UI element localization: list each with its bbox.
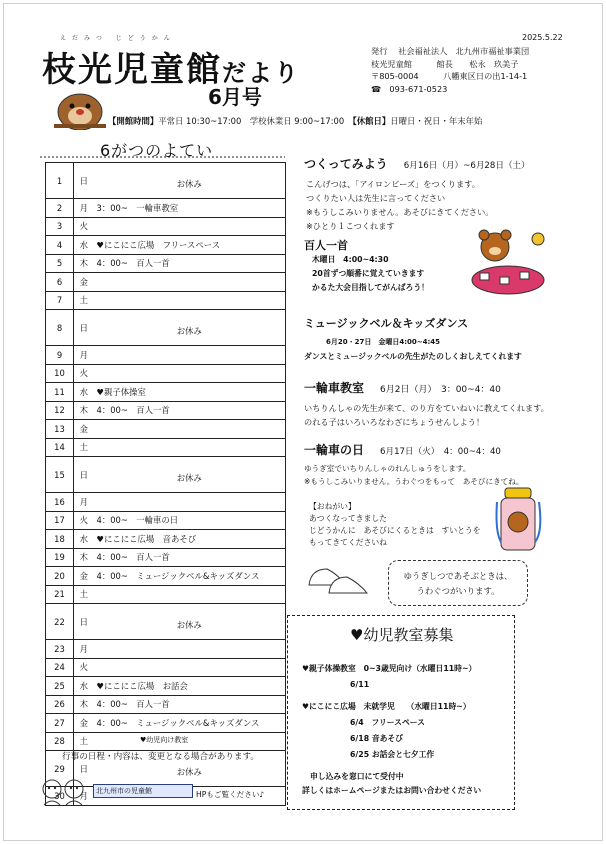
- table-row: [46, 346, 286, 365]
- day-of-week: 日: [74, 163, 94, 199]
- table-row: [46, 199, 286, 218]
- event-label: ♥にこにこ広場 音あそび: [96, 533, 197, 544]
- notice-line: じどうかんに あそびにくるときは すいとうを: [309, 526, 481, 535]
- day-number: 13: [46, 420, 74, 439]
- day-number: 15: [46, 457, 74, 493]
- table-row: [46, 604, 286, 640]
- day-of-week: 土: [74, 438, 94, 457]
- ichirinday-line: ※もうしこみいりません。うわぐつをもって あそびにきてね。: [304, 477, 524, 486]
- day-number: 3: [46, 217, 74, 236]
- day-event-cell: [94, 677, 286, 696]
- day-event-cell: [94, 732, 286, 751]
- hyakunin-title: 百人一首: [304, 239, 348, 252]
- table-row: [46, 273, 286, 292]
- table-row: [46, 217, 286, 236]
- table-row: [46, 401, 286, 420]
- day-event-cell: [94, 658, 286, 677]
- ichirin-line: いちりんしゃの先生が来て、のり方をていねいに教えてくれます。: [304, 403, 549, 413]
- day-number: 10: [46, 364, 74, 383]
- day-event-cell: [94, 420, 286, 439]
- hp-badge[interactable]: 北九州市の児童館: [93, 784, 193, 798]
- event-label: 4：00~ ミュージックベル&キッズダンス: [96, 717, 260, 728]
- day-event-cell: [94, 695, 286, 714]
- day-number: 9: [46, 346, 74, 365]
- day-number: 8: [46, 310, 74, 346]
- day-of-week: 水: [74, 677, 94, 696]
- table-row: [46, 567, 286, 586]
- day-number: 24: [46, 658, 74, 677]
- ichirin-title: 一輪車教室: [304, 381, 365, 395]
- indoor-shoes-illustration: [305, 555, 375, 600]
- table-row: [46, 236, 286, 255]
- day-of-week: 日: [74, 310, 94, 346]
- children-illustration: [38, 775, 90, 807]
- day-of-week: 月: [74, 346, 94, 365]
- opening-hours: [108, 115, 482, 127]
- day-number: 12: [46, 401, 74, 420]
- day-number: 2: [46, 199, 74, 218]
- table-row: [46, 291, 286, 310]
- bubble-line: ゆうぎしつであそぶときは、: [403, 571, 513, 581]
- ichirin-line: のれる子はいろいろなわざにちょうせんしよう！: [304, 417, 485, 427]
- hyakunin-time: 木曜日 4:00~4:30: [312, 255, 389, 264]
- notice-line: 【おねがい】: [309, 502, 356, 511]
- day-event-cell: [94, 548, 286, 567]
- day-of-week: 火: [74, 658, 94, 677]
- day-number: 26: [46, 695, 74, 714]
- day-event-cell: [94, 236, 286, 255]
- day-number: 17: [46, 511, 74, 530]
- day-of-week: 金: [74, 567, 94, 586]
- recruit-line: 6/18 音あそび: [350, 734, 404, 743]
- day-of-week: 月: [74, 493, 94, 512]
- day-of-week: 日: [74, 457, 94, 493]
- hyakunin-line: かるた大会目指してがんばろう！: [312, 283, 429, 292]
- event-label: ♥親子体操室: [96, 386, 146, 397]
- closed-label: お休み: [176, 472, 202, 483]
- day-number: 29: [46, 751, 74, 787]
- table-row: [46, 457, 286, 493]
- music-date: 6月20・27日 金曜日4:00~4:45: [326, 338, 441, 346]
- day-of-week: 火: [74, 511, 94, 530]
- closed-day-label: 【休館日】: [352, 116, 391, 126]
- recruit-line: 申し込みを窓口にて受付中: [310, 772, 404, 781]
- day-of-week: 土: [74, 291, 94, 310]
- table-row: [46, 254, 286, 273]
- table-row: [46, 548, 286, 567]
- event-label: 3：00~ 一輪車教室: [96, 202, 179, 213]
- day-of-week: 木: [74, 254, 94, 273]
- day-event-cell: [94, 383, 286, 402]
- day-event-cell: [94, 511, 286, 530]
- closed-label: お休み: [176, 178, 202, 189]
- music-section: [304, 315, 594, 362]
- closed-label: お休み: [176, 766, 202, 777]
- tsukutte-line: ※もうしこみいりません。あそびにきてください。: [306, 207, 494, 217]
- hp-text: HPもご覧ください♪: [196, 790, 265, 799]
- event-label: 4：00~ 百人一首: [96, 405, 170, 416]
- schedule-note: 行事の日程・内容は、変更となる場合があります。: [62, 752, 259, 762]
- publisher-info: [371, 45, 529, 95]
- day-event-cell: [94, 457, 286, 493]
- ichirinday-title: 一輪車の日: [304, 443, 365, 457]
- day-of-week: 金: [74, 420, 94, 439]
- title-underline: [40, 155, 285, 159]
- title-suffix: だより: [222, 58, 300, 87]
- table-row: [46, 364, 286, 383]
- closed-label: お休み: [176, 325, 202, 336]
- table-row: [46, 511, 286, 530]
- publisher-line: ☎ 093-671-0523: [371, 83, 448, 94]
- day-number: 30: [46, 787, 74, 806]
- table-row: [46, 383, 286, 402]
- day-of-week: 日: [74, 751, 94, 787]
- event-label: 4：00~ ミュージックベル&キッズダンス: [96, 570, 260, 581]
- event-label: 4：00~ 百人一首: [96, 699, 170, 710]
- day-event-cell: [94, 291, 286, 310]
- tsukutte-line: こんげつは、「アイロンビーズ」をつくります。: [306, 179, 480, 189]
- day-number: 6: [46, 273, 74, 292]
- day-event-cell: [94, 493, 286, 512]
- day-event-cell: [94, 604, 286, 640]
- recruit-line: 詳しくはホームページまたはお問い合わせください: [302, 786, 482, 795]
- day-of-week: 木: [74, 695, 94, 714]
- day-event-cell: [94, 567, 286, 586]
- table-row: [46, 658, 286, 677]
- bubble-line: うわぐつがいります。: [416, 586, 500, 596]
- day-number: 20: [46, 567, 74, 586]
- closed-label: お休み: [176, 619, 202, 630]
- title-main: 枝光児童館: [42, 50, 222, 90]
- day-of-week: 水: [74, 383, 94, 402]
- day-of-week: 水: [74, 530, 94, 549]
- day-of-week: 月: [74, 787, 94, 806]
- day-of-week: 土: [74, 585, 94, 604]
- day-number: 21: [46, 585, 74, 604]
- hyakunin-section: [304, 237, 429, 295]
- notice: [309, 501, 481, 549]
- day-event-cell: [94, 273, 286, 292]
- day-event-cell: [94, 217, 286, 236]
- day-number: 23: [46, 640, 74, 659]
- ichirin-date: 6月2日（月） 3：00~4：40: [380, 385, 501, 395]
- calendar-title: 6がつのよてい: [100, 141, 214, 160]
- music-title: ミュージックベル＆キッズダンス: [304, 317, 469, 330]
- recruit-body: [302, 661, 481, 797]
- day-of-week: 火: [74, 364, 94, 383]
- table-row: [46, 310, 286, 346]
- issue-date: 2025.5.22: [522, 33, 563, 42]
- notice-line: もってきてくださいね: [309, 538, 387, 547]
- tsukutte-line: ※ひとり１こつくれます: [306, 221, 395, 231]
- table-row: [46, 695, 286, 714]
- day-number: 11: [46, 383, 74, 402]
- ichirinday-date: 6月17日（火） 4：00~4：40: [380, 447, 501, 457]
- day-number: 4: [46, 236, 74, 255]
- recruit-line: 6/4 フリースペース: [350, 718, 425, 727]
- day-event-cell: [94, 585, 286, 604]
- title-ruby: えだみつ じどうかん: [60, 35, 176, 42]
- table-row: [46, 677, 286, 696]
- day-event-cell: [94, 438, 286, 457]
- day-event-cell: [94, 401, 286, 420]
- hyakunin-line: 20首ずつ順番に覚えていきます: [312, 269, 425, 278]
- table-row: [46, 493, 286, 512]
- day-event-cell: [94, 714, 286, 733]
- recruit-line: 6/25 お話会と七夕工作: [350, 750, 435, 759]
- water-bottle-illustration: [495, 482, 545, 554]
- open-hours-text: 平常日 10:30~17:00 学校休業日 9:00~17:00: [158, 116, 345, 126]
- day-event-cell: [94, 346, 286, 365]
- event-label: 4：00~ 百人一首: [96, 258, 170, 269]
- music-line: ダンスとミュージックベルの先生がたのしくおしえてくれます: [304, 352, 522, 361]
- day-number: 1: [46, 163, 74, 199]
- open-hours-label: 【開館時間】: [108, 116, 159, 126]
- table-row: [46, 420, 286, 439]
- day-of-week: 水: [74, 236, 94, 255]
- day-of-week: 木: [74, 401, 94, 420]
- recruit-line: ♥親子体操教室 0~3歳児向け（水曜日11時~）: [302, 664, 477, 673]
- tsukutte-date: 6月16日（月）~6月28日（土）: [403, 161, 530, 171]
- day-of-week: 日: [74, 604, 94, 640]
- ichirinday-line: ゆうぎ室でいちりんしゃのれんしゅうをします。: [304, 464, 471, 473]
- legend-text: ♥幼児向け教室: [140, 736, 189, 744]
- speech-bubble: [388, 560, 528, 606]
- day-number: 7: [46, 291, 74, 310]
- day-of-week: 火: [74, 217, 94, 236]
- day-of-week: 月: [74, 640, 94, 659]
- day-event-cell: [94, 364, 286, 383]
- day-number: 14: [46, 438, 74, 457]
- table-row: [46, 714, 286, 733]
- day-of-week: 土: [74, 732, 94, 751]
- day-number: 18: [46, 530, 74, 549]
- day-event-cell: [94, 640, 286, 659]
- event-label: 4：00~ 一輪車の日: [96, 515, 179, 526]
- day-number: 22: [46, 604, 74, 640]
- day-number: 25: [46, 677, 74, 696]
- day-number: 19: [46, 548, 74, 567]
- mole-illustration: [50, 80, 110, 130]
- table-row: [46, 438, 286, 457]
- event-label: ♥にこにこ広場 フリースペース: [96, 239, 221, 250]
- day-number: 5: [46, 254, 74, 273]
- day-of-week: 木: [74, 548, 94, 567]
- publisher-line: 枝光児童館 館長 松永 玖美子: [371, 58, 519, 69]
- day-event-cell: [94, 163, 286, 199]
- table-row: [46, 585, 286, 604]
- table-row: [46, 530, 286, 549]
- closed-day-text: 日曜日・祝日・年末年始: [390, 116, 483, 126]
- ichirinday-section: [304, 436, 599, 488]
- notice-line: あつくなってきました: [309, 514, 387, 523]
- tsukutte-section: [304, 150, 594, 233]
- publisher-line: 〒805-0004 八幡東区日の出1-14-1: [371, 71, 528, 81]
- event-label: 4：00~ 百人一首: [96, 552, 170, 563]
- tsukutte-line: つくりたい人は先生に言ってください: [306, 193, 446, 203]
- tsukutte-title: つくってみよう: [304, 157, 388, 171]
- day-event-cell: [94, 199, 286, 218]
- table-row: [46, 640, 286, 659]
- day-number: 28: [46, 732, 74, 751]
- bear-karuta-illustration: [460, 225, 550, 300]
- day-of-week: 金: [74, 714, 94, 733]
- ichirin-section: [304, 374, 599, 429]
- day-event-cell: [94, 530, 286, 549]
- day-of-week: 月: [74, 199, 94, 218]
- issue-month: 6月号: [208, 85, 262, 109]
- publisher-line: 発行 社会福祉法人 北九州市福祉事業団: [371, 46, 530, 56]
- day-event-cell: [94, 254, 286, 273]
- schedule-table: [45, 162, 286, 806]
- day-number: 16: [46, 493, 74, 512]
- event-label: ♥にこにこ広場 お話会: [96, 680, 188, 691]
- recruit-line: 6/11: [350, 680, 370, 689]
- table-row: [46, 163, 286, 199]
- day-of-week: 金: [74, 273, 94, 292]
- day-number: 27: [46, 714, 74, 733]
- recruit-line: ♥にこにこ広場 未就学児 （水曜日11時~）: [302, 702, 471, 711]
- day-event-cell: [94, 310, 286, 346]
- recruit-title: ♥幼児教室募集: [350, 626, 454, 644]
